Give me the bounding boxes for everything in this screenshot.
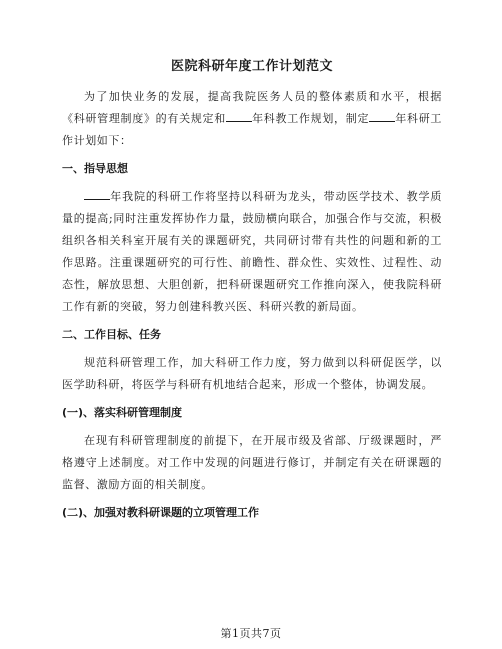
year-blank-1: [226, 109, 252, 122]
page-number-footer: 第1页共7页: [220, 627, 282, 640]
intro-text-2: 年科教工作规划，制定: [251, 112, 370, 125]
guiding-ideology-text: 年我院的科研工作将坚持以科研为龙头，带动医学技术、教学质量的提高;同时注重发挥协作力量，鼓励横向联合，加强合作与交流，积极组织各相关科室开展有关的课题研究，共同研讨带有共性的问题和新的工作思路。注重课题研究的可行性、前瞻性、群众性、实效性、过程性、动态性，解放思想、大胆创新，把科研课题研究工作推向深入，使我院科研工作有新的突破，努力创建科教兴医、科研兴教的新局面。: [62, 190, 442, 313]
subsection-heading-project-management: (二)、加强对教科研课题的立项管理工作: [62, 506, 260, 519]
intro-paragraph: [62, 86, 442, 152]
document-title: 医院科研年度工作计划范文: [170, 59, 333, 74]
section-heading-guiding-ideology: 一、指导思想: [62, 162, 128, 175]
subsection-heading-management-system: (一)、落实科研管理制度: [62, 406, 183, 419]
intro-text-1: 为了加快业务的发展，提高我院医务人员的整体素质和水平，根据《科研管理制度》的有关规定和: [62, 90, 442, 125]
year-blank-3: [84, 187, 110, 200]
management-system-paragraph: 在现有科研管理制度的前提下，在开展市级及省部、厅级课题时，严格遵守上述制度。对工作中发现的问题进行修订，并制定有关在研课题的监督、激励方面的相关制度。: [62, 434, 442, 491]
guiding-ideology-paragraph: [62, 186, 442, 318]
year-blank-2: [369, 109, 395, 122]
goals-tasks-paragraph: 规范科研管理工作，加大科研工作力度，努力做到以科研促医学，以医学助科研，将医学与科研有机地结合起来，形成一个整体，协调发展。: [62, 356, 442, 391]
document-body: [62, 58, 442, 530]
section-heading-goals-tasks: 二、工作目标、任务: [62, 328, 161, 341]
intro-text-3: 年科研工作计划如下：: [62, 112, 443, 147]
